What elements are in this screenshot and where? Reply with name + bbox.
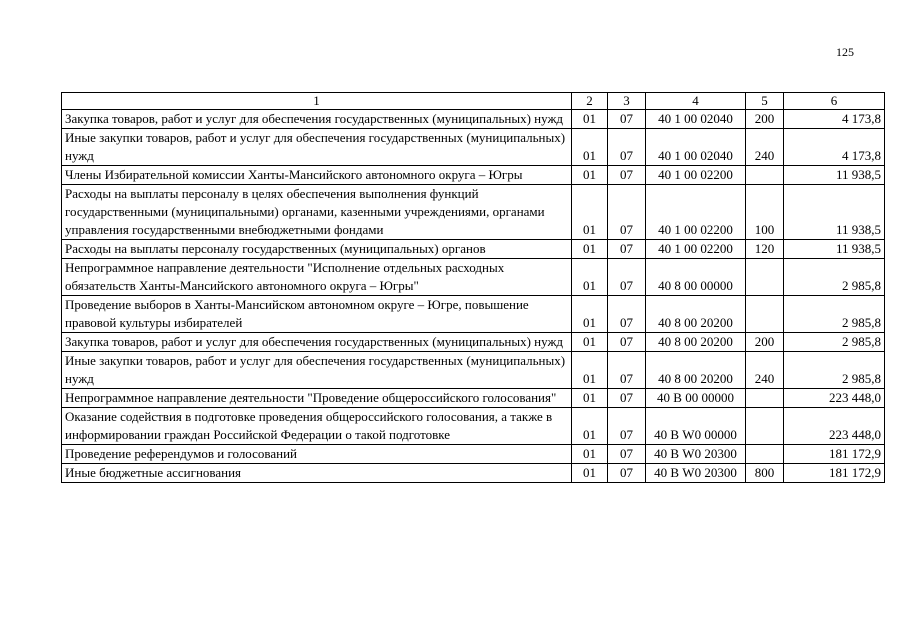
- section-code-cell: 01: [572, 464, 608, 483]
- target-article-cell: 40 В W0 20300: [646, 464, 746, 483]
- amount-cell: 223 448,0: [784, 408, 885, 445]
- expense-type-cell: [746, 445, 784, 464]
- expense-type-cell: [746, 259, 784, 296]
- amount-cell: 2 985,8: [784, 352, 885, 389]
- amount-cell: 4 173,8: [784, 110, 885, 129]
- subsection-code-cell: 07: [608, 408, 646, 445]
- table-row: [62, 464, 885, 483]
- section-code-cell: 01: [572, 110, 608, 129]
- table-row: [62, 259, 885, 296]
- subsection-code-cell: 07: [608, 110, 646, 129]
- target-article-cell: 40 8 00 20200: [646, 296, 746, 333]
- target-article-cell: 40 1 00 02040: [646, 129, 746, 166]
- expense-name-cell: Расходы на выплаты персоналу в целях обеспечения выполнения функций государственными (муниципальными) органами, казенными учреждениями, органами управления государственными внебюджетными фондами: [62, 185, 572, 240]
- target-article-cell: 40 8 00 00000: [646, 259, 746, 296]
- table-row: [62, 129, 885, 166]
- amount-cell: 223 448,0: [784, 389, 885, 408]
- subsection-code-cell: 07: [608, 464, 646, 483]
- page-number: 125: [836, 45, 854, 59]
- expense-type-cell: 240: [746, 129, 784, 166]
- section-code-cell: 01: [572, 296, 608, 333]
- expense-name-cell: Закупка товаров, работ и услуг для обеспечения государственных (муниципальных) нужд: [62, 110, 572, 129]
- column-header: 2: [572, 93, 608, 110]
- table-header-row: [62, 93, 885, 110]
- expense-name-cell: Закупка товаров, работ и услуг для обеспечения государственных (муниципальных) нужд: [62, 333, 572, 352]
- section-code-cell: 01: [572, 389, 608, 408]
- expense-name-cell: Непрограммное направление деятельности "Исполнение отдельных расходных обязательств Ханты-Мансийского автономного округа – Югры": [62, 259, 572, 296]
- table-row: [62, 445, 885, 464]
- subsection-code-cell: 07: [608, 296, 646, 333]
- expense-name-cell: Проведение выборов в Ханты-Мансийском автономном округе – Югре, повышение правовой культуры избирателей: [62, 296, 572, 333]
- section-code-cell: 01: [572, 129, 608, 166]
- table-row: [62, 389, 885, 408]
- table-row: [62, 110, 885, 129]
- amount-cell: 2 985,8: [784, 296, 885, 333]
- subsection-code-cell: 07: [608, 389, 646, 408]
- subsection-code-cell: 07: [608, 240, 646, 259]
- amount-cell: 181 172,9: [784, 445, 885, 464]
- target-article-cell: 40 1 00 02200: [646, 240, 746, 259]
- target-article-cell: 40 8 00 20200: [646, 333, 746, 352]
- table-row: [62, 185, 885, 240]
- expense-type-cell: 200: [746, 333, 784, 352]
- table-row: [62, 333, 885, 352]
- subsection-code-cell: 07: [608, 185, 646, 240]
- column-header: 4: [646, 93, 746, 110]
- table-row: [62, 166, 885, 185]
- expense-name-cell: Расходы на выплаты персоналу государственных (муниципальных) органов: [62, 240, 572, 259]
- expense-type-cell: 240: [746, 352, 784, 389]
- column-header: 3: [608, 93, 646, 110]
- subsection-code-cell: 07: [608, 166, 646, 185]
- expense-type-cell: 800: [746, 464, 784, 483]
- expense-name-cell: Оказание содействия в подготовке проведения общероссийского голосования, а также в информировании граждан Российской Федерации о такой подготовке: [62, 408, 572, 445]
- amount-cell: 181 172,9: [784, 464, 885, 483]
- expense-type-cell: [746, 408, 784, 445]
- section-code-cell: 01: [572, 352, 608, 389]
- column-header: 1: [62, 93, 572, 110]
- table-row: [62, 296, 885, 333]
- expense-name-cell: Иные закупки товаров, работ и услуг для обеспечения государственных (муниципальных) нужд: [62, 352, 572, 389]
- target-article-cell: 40 В W0 00000: [646, 408, 746, 445]
- expense-name-cell: Члены Избирательной комиссии Ханты-Мансийского автономного округа – Югры: [62, 166, 572, 185]
- section-code-cell: 01: [572, 333, 608, 352]
- amount-cell: 4 173,8: [784, 129, 885, 166]
- section-code-cell: 01: [572, 408, 608, 445]
- column-header: 5: [746, 93, 784, 110]
- section-code-cell: 01: [572, 445, 608, 464]
- budget-table-body: [62, 93, 885, 483]
- expense-name-cell: Иные закупки товаров, работ и услуг для обеспечения государственных (муниципальных) нужд: [62, 129, 572, 166]
- expense-type-cell: 200: [746, 110, 784, 129]
- expense-type-cell: 120: [746, 240, 784, 259]
- subsection-code-cell: 07: [608, 445, 646, 464]
- subsection-code-cell: 07: [608, 259, 646, 296]
- amount-cell: 11 938,5: [784, 240, 885, 259]
- target-article-cell: 40 В 00 00000: [646, 389, 746, 408]
- target-article-cell: 40 8 00 20200: [646, 352, 746, 389]
- expense-name-cell: Проведение референдумов и голосований: [62, 445, 572, 464]
- subsection-code-cell: 07: [608, 129, 646, 166]
- amount-cell: 2 985,8: [784, 333, 885, 352]
- budget-table: [61, 92, 885, 483]
- target-article-cell: 40 1 00 02200: [646, 185, 746, 240]
- target-article-cell: 40 В W0 20300: [646, 445, 746, 464]
- expense-type-cell: [746, 296, 784, 333]
- table-row: [62, 408, 885, 445]
- section-code-cell: 01: [572, 240, 608, 259]
- amount-cell: 11 938,5: [784, 185, 885, 240]
- table-row: [62, 240, 885, 259]
- amount-cell: 2 985,8: [784, 259, 885, 296]
- amount-cell: 11 938,5: [784, 166, 885, 185]
- section-code-cell: 01: [572, 259, 608, 296]
- subsection-code-cell: 07: [608, 333, 646, 352]
- expense-name-cell: Иные бюджетные ассигнования: [62, 464, 572, 483]
- target-article-cell: 40 1 00 02040: [646, 110, 746, 129]
- expense-type-cell: [746, 166, 784, 185]
- expense-type-cell: [746, 389, 784, 408]
- column-header: 6: [784, 93, 885, 110]
- section-code-cell: 01: [572, 185, 608, 240]
- table-row: [62, 352, 885, 389]
- section-code-cell: 01: [572, 166, 608, 185]
- expense-name-cell: Непрограммное направление деятельности "Проведение общероссийского голосования": [62, 389, 572, 408]
- target-article-cell: 40 1 00 02200: [646, 166, 746, 185]
- subsection-code-cell: 07: [608, 352, 646, 389]
- expense-type-cell: 100: [746, 185, 784, 240]
